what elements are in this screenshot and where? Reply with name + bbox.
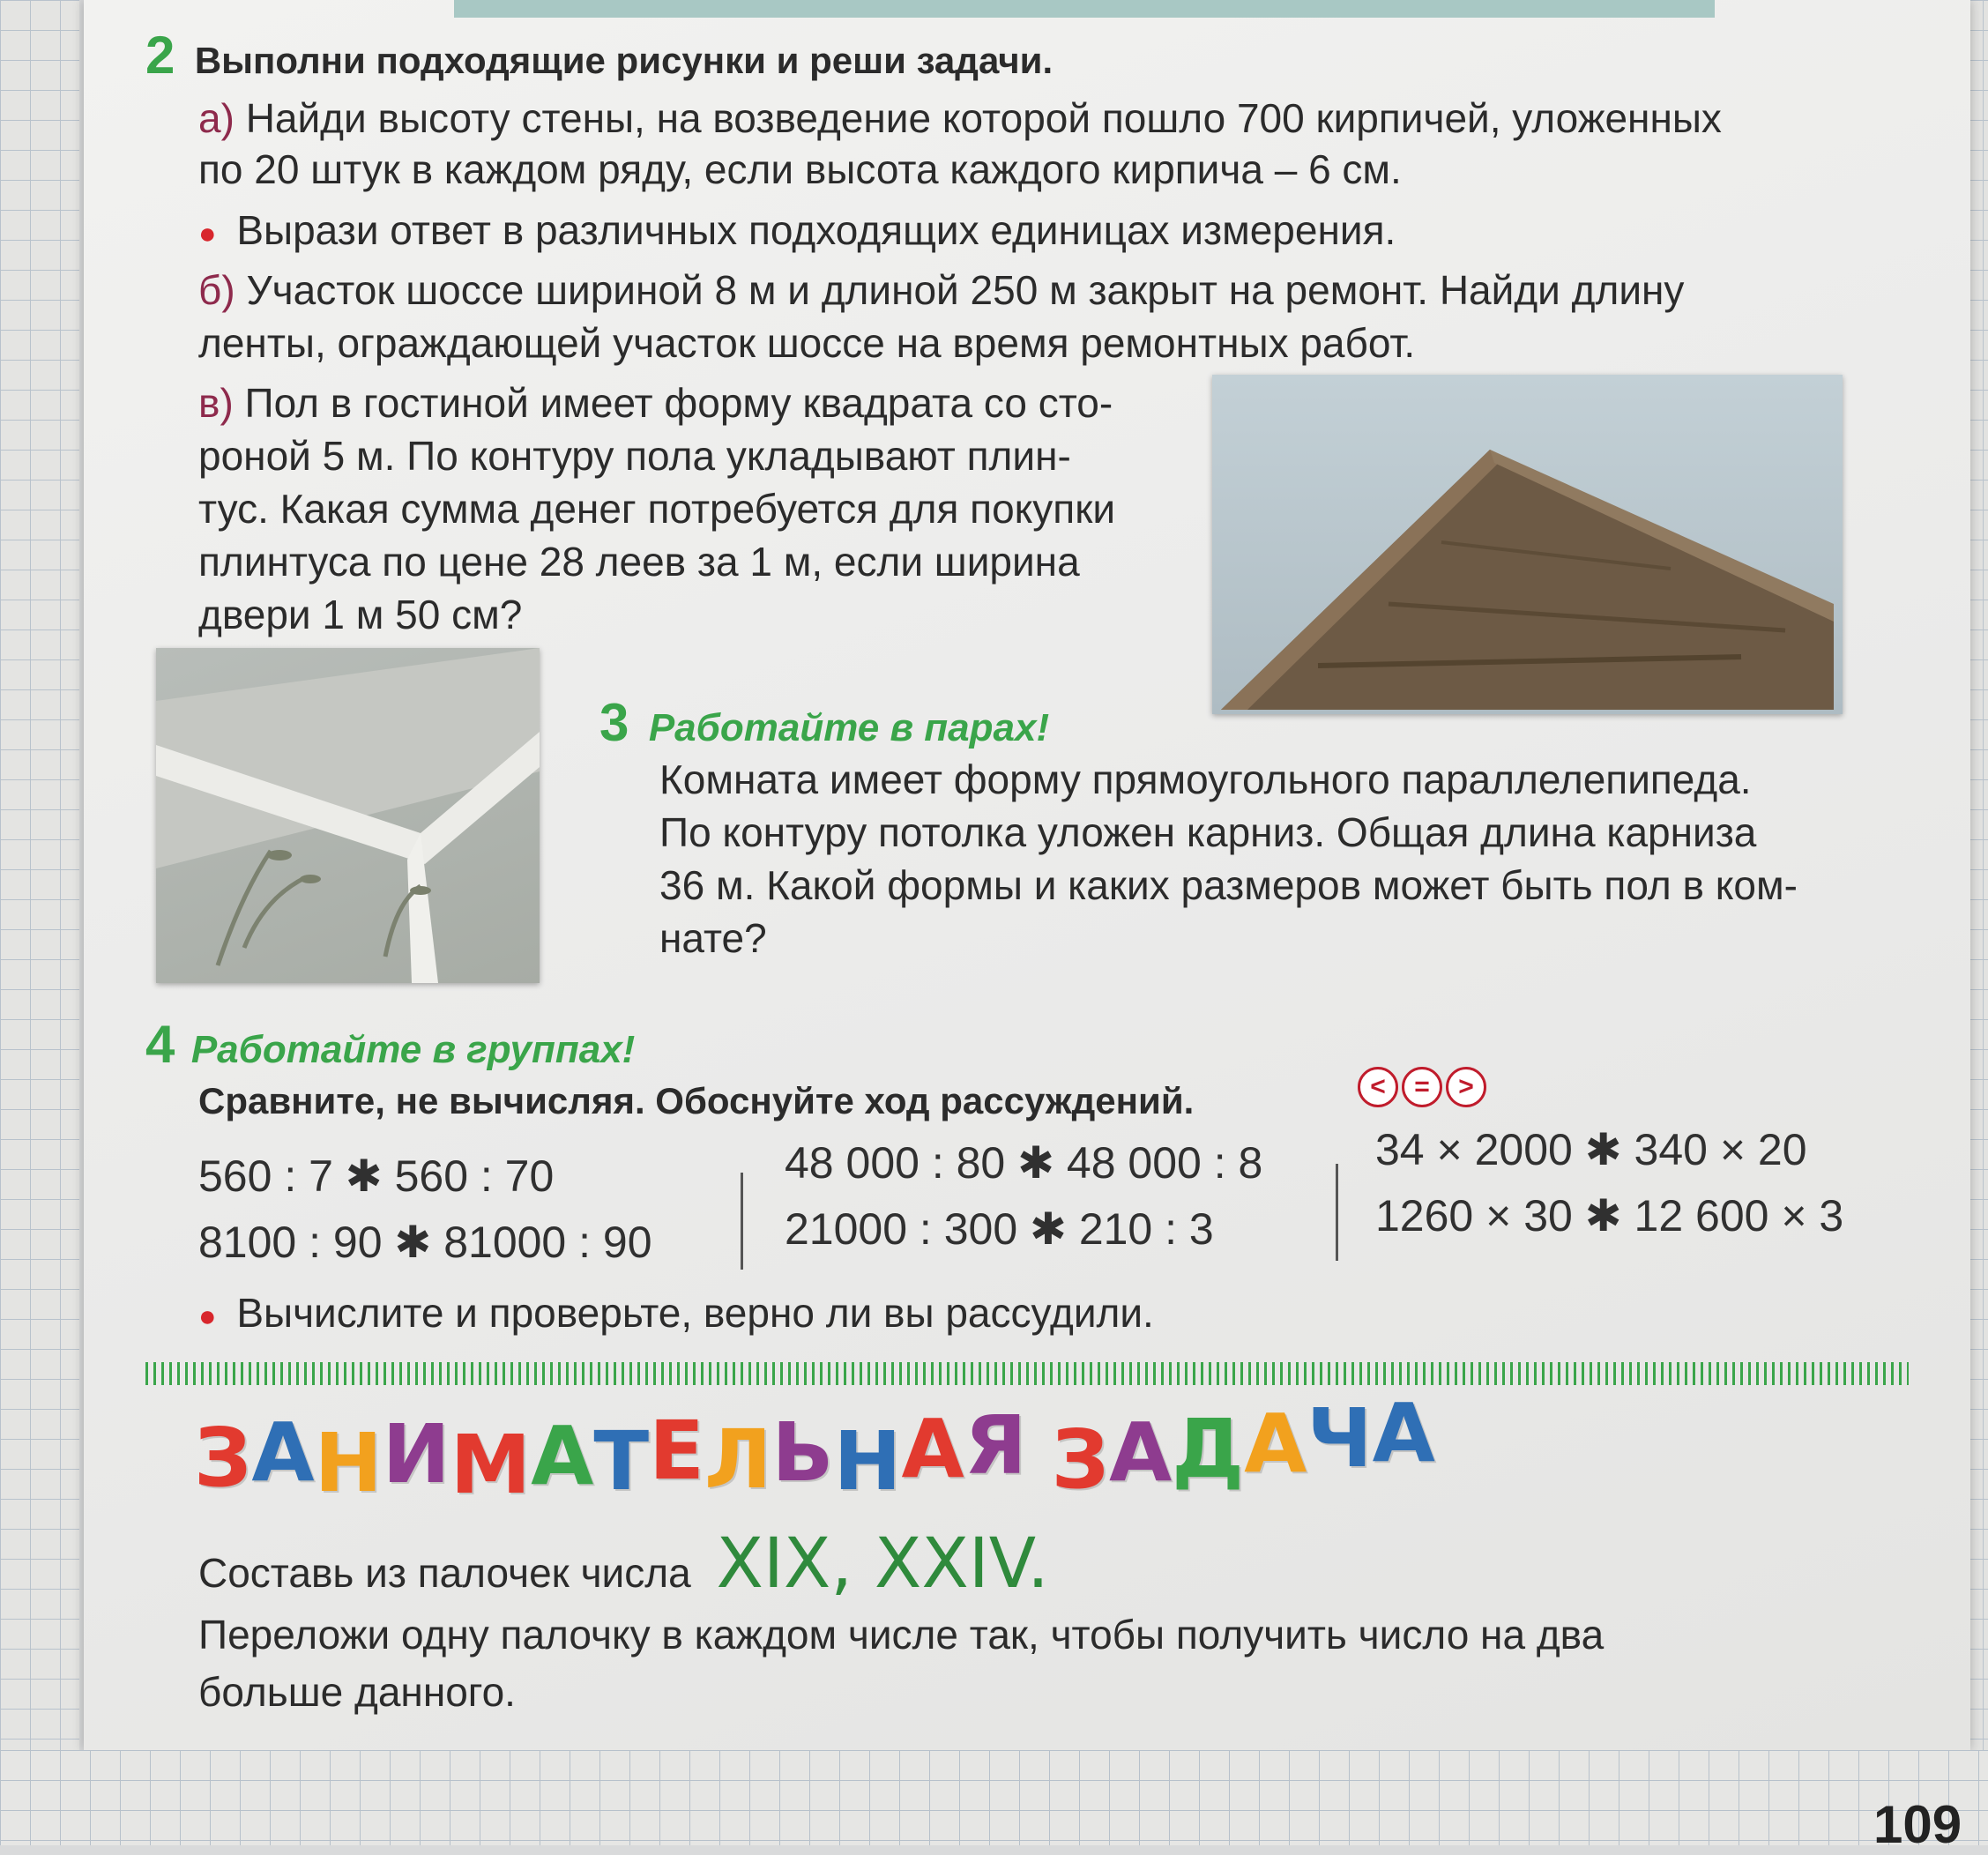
cornice-illustration <box>156 648 540 983</box>
bullet-icon: ● <box>198 1299 217 1333</box>
fun-line2: Переложи одну палочку в каждом числе так, чтобы получить число на два <box>198 1612 1605 1658</box>
baseboard-illustration <box>1212 375 1843 714</box>
page-number: 109 <box>1873 1795 1962 1854</box>
expr-col1-row2: 8100 : 90 ✱ 81000 : 90 <box>198 1218 652 1267</box>
title-letter: Я <box>964 1398 1027 1493</box>
title-letter: Ь <box>771 1405 834 1500</box>
task2b-letter: б) <box>198 267 235 313</box>
task4-header <box>145 1014 635 1075</box>
fun-line1 <box>198 1524 1049 1604</box>
task3-line1: Комната имеет форму прямоугольного параллелепипеда. <box>659 756 1752 802</box>
task2-header <box>145 25 1053 86</box>
task4-heading: Сравните, не вычисляя. Обоснуйте ход рассуждений. <box>198 1080 1195 1121</box>
title-letter: А <box>1244 1397 1307 1491</box>
fun-task-title <box>194 1386 1435 1512</box>
task2b-text1: Участок шоссе шириной 8 м и длиной 250 м закрыт на ремонт. Найди длину <box>246 267 1685 313</box>
task2a-line2: по 20 штук в каждом ряду, если высота каждого кирпича – 6 см. <box>198 146 1402 192</box>
title-letter: З <box>194 1411 252 1505</box>
section-separator <box>145 1362 1909 1385</box>
task2a-letter: а) <box>198 95 235 141</box>
task4-number: 4 <box>145 1015 175 1074</box>
expr-col2-row2: 21000 : 300 ✱ 210 : 3 <box>785 1204 1214 1254</box>
task4-bullet-line <box>198 1287 1154 1342</box>
grid-paper-bottom <box>0 1750 1988 1845</box>
title-letter: Д <box>1172 1402 1245 1496</box>
task2v-line2: роной 5 м. По контуру пола укладывают плин- <box>198 433 1071 479</box>
bullet-icon: ● <box>198 216 217 250</box>
task2a-bullet-line <box>198 205 1396 259</box>
column-divider <box>1336 1164 1338 1261</box>
title-letter: М <box>450 1418 532 1512</box>
task2v-line4: плинтуса по цене 28 леев за 1 м, если ширина <box>198 539 1080 585</box>
title-letter: Е <box>649 1404 704 1498</box>
task2b-line1 <box>198 264 1684 316</box>
fun-line1-text: Составь из палочек числа <box>198 1550 691 1596</box>
task2v-line1 <box>198 377 1113 428</box>
baseboard-photo <box>1212 375 1843 714</box>
cornice-photo <box>156 648 540 983</box>
task2-heading: Выполни подходящие рисунки и реши задачи. <box>194 40 1054 81</box>
task3-number: 3 <box>599 693 629 752</box>
task2v-letter: в) <box>198 380 234 426</box>
compare-signs-badge <box>1358 1067 1486 1107</box>
title-letter: Л <box>704 1412 772 1507</box>
textbook-page <box>84 0 1970 1750</box>
less-than-icon: < <box>1358 1067 1398 1107</box>
title-letter: Т <box>593 1414 650 1509</box>
title-letter: А <box>901 1402 964 1496</box>
grid-paper-left <box>0 0 79 1845</box>
title-letter: З <box>1051 1412 1109 1507</box>
title-letter: А <box>251 1405 315 1500</box>
greater-than-icon: > <box>1446 1067 1486 1107</box>
title-letter: Ч <box>1307 1391 1373 1486</box>
task3-line2: По контуру потолка уложен карниз. Общая длина карниза <box>659 809 1757 855</box>
title-letter: А <box>1372 1386 1435 1480</box>
title-letter: И <box>382 1407 450 1501</box>
task2v-text1: Пол в гостиной имеет форму квадрата со сто- <box>244 380 1113 426</box>
title-letter: Н <box>314 1416 383 1510</box>
task2b-line2: ленты, ограждающей участок шоссе на время ремонтных работ. <box>198 320 1416 366</box>
column-divider <box>741 1173 743 1270</box>
title-letter: А <box>531 1409 594 1503</box>
task2a-bullet-text: Вырази ответ в различных подходящих единицах измерения. <box>236 207 1396 253</box>
title-letter: Н <box>833 1414 902 1509</box>
task4-title: Работайте в группах! <box>190 1028 636 1071</box>
task3-title: Работайте в парах! <box>648 706 1050 749</box>
roman-numerals: XIX, XXIV. <box>716 1524 1049 1604</box>
task3-line3: 36 м. Какой формы и каких размеров может быть пол в ком- <box>659 862 1798 908</box>
task2-number: 2 <box>145 26 175 85</box>
task3-line4: нате? <box>659 915 767 961</box>
expr-col2-row1: 48 000 : 80 ✱ 48 000 : 8 <box>785 1138 1263 1188</box>
expr-col3-row1: 34 × 2000 ✱ 340 × 20 <box>1375 1125 1807 1174</box>
task2a-line1 <box>198 93 1722 144</box>
task2v-line5: двери 1 м 50 см? <box>198 592 523 637</box>
top-color-strip <box>454 0 1715 18</box>
equals-icon: = <box>1402 1067 1442 1107</box>
task3-header <box>599 692 1049 753</box>
fun-line3: больше данного. <box>198 1669 516 1715</box>
task2v-line3: тус. Какая сумма денег потребуется для покупки <box>198 486 1116 532</box>
task4-bullet-text: Вычислите и проверьте, верно ли вы рассудили. <box>236 1290 1154 1336</box>
expr-col3-row2: 1260 × 30 ✱ 12 600 × 3 <box>1375 1191 1844 1240</box>
title-letter: А <box>1108 1405 1173 1500</box>
task2a-text1: Найди высоту стены, на возведение которой пошло 700 кирпичей, уложенных <box>245 95 1722 141</box>
expr-col1-row1: 560 : 7 ✱ 560 : 70 <box>198 1151 555 1201</box>
